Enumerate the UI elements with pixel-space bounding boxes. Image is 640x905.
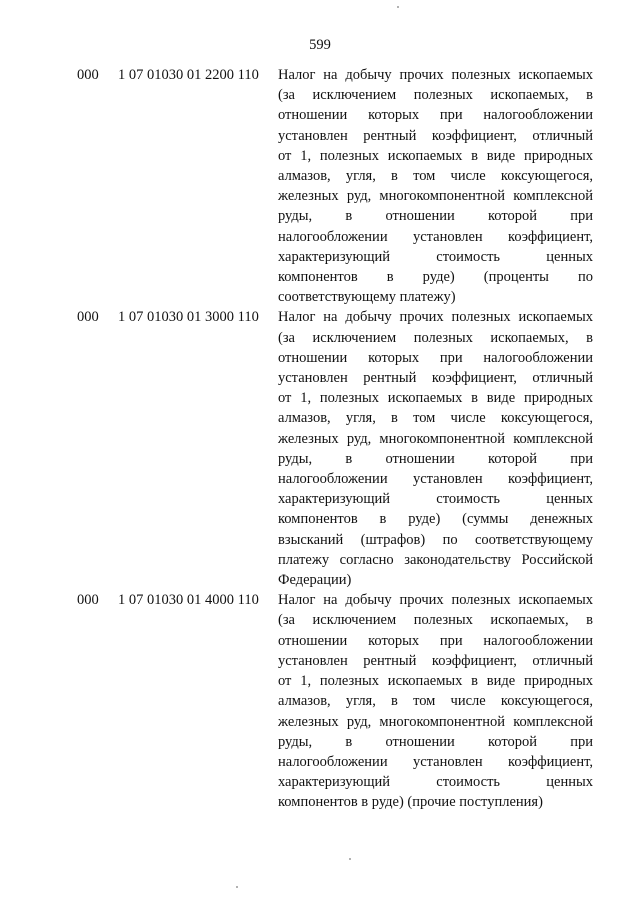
table-row	[0, 307, 640, 590]
description-line: установлен рентный коэффициент, отличный	[278, 652, 593, 669]
description-line: характеризующий стоимость ценных	[278, 774, 593, 791]
budget-classification-code: 1 07 01030 01 2200 110	[118, 67, 259, 83]
description-line: соответствующему платежу)	[278, 289, 456, 306]
description-line: установлен рентный коэффициент, отличный	[278, 127, 593, 144]
income-description	[278, 590, 593, 812]
scan-speck	[236, 886, 238, 888]
description-line: железных руд, многокомпонентной комплексной	[278, 430, 593, 447]
description-line: Налог на добычу прочих полезных ископаемых	[278, 309, 593, 326]
description-line: Налог на добычу прочих полезных ископаемых	[278, 67, 593, 83]
administrator-code: 000	[77, 67, 99, 83]
description-line: от 1, полезных ископаемых в виде природных	[278, 147, 593, 164]
description-line: алмазов, угля, в том числе коксующегося,	[278, 693, 593, 710]
description-line: налогообложении установлен коэффициент,	[278, 753, 593, 770]
income-description	[278, 307, 593, 590]
table-row	[0, 65, 640, 307]
description-line: отношении которых при налогообложении	[278, 107, 593, 124]
description-line: компонентов в руде) (суммы денежных	[278, 511, 593, 528]
description-line: платежу согласно законодательству Российской	[278, 551, 593, 568]
description-line: алмазов, угля, в том числе коксующегося,	[278, 410, 593, 427]
description-line: компонентов в руде) (проценты по	[278, 269, 593, 286]
description-line: руды, в отношении которой при	[278, 208, 593, 225]
description-line: отношении которых при налогообложении	[278, 632, 593, 649]
income-description	[278, 65, 593, 307]
administrator-code: 000	[77, 309, 99, 326]
description-line: Налог на добычу прочих полезных ископаемых	[278, 592, 593, 609]
description-line: установлен рентный коэффициент, отличный	[278, 370, 593, 387]
description-line: алмазов, угля, в том числе коксующегося,	[278, 168, 593, 185]
description-line: от 1, полезных ископаемых в виде природных	[278, 673, 593, 690]
description-line: (за исключением полезных ископаемых, в	[278, 87, 593, 104]
description-line: налогообложении установлен коэффициент,	[278, 228, 593, 245]
description-line: компонентов в руде) (прочие поступления)	[278, 794, 543, 811]
description-line: отношении которых при налогообложении	[278, 349, 593, 366]
description-line: характеризующий стоимость ценных	[278, 491, 593, 508]
budget-classification-code: 1 07 01030 01 3000 110	[118, 309, 259, 326]
page-number: 599	[309, 37, 331, 53]
description-line: (за исключением полезных ископаемых, в	[278, 329, 593, 346]
description-line: руды, в отношении которой при	[278, 733, 593, 750]
description-line: Федерации)	[278, 572, 352, 589]
description-line: от 1, полезных ископаемых в виде природных	[278, 390, 593, 407]
budget-classification-code: 1 07 01030 01 4000 110	[118, 592, 259, 609]
description-line: железных руд, многокомпонентной комплексной	[278, 713, 593, 730]
budget-classification-table	[0, 65, 640, 813]
description-line: (за исключением полезных ископаемых, в	[278, 612, 593, 629]
scan-speck	[397, 6, 399, 8]
description-line: характеризующий стоимость ценных	[278, 248, 593, 265]
table-row	[0, 590, 640, 812]
description-line: руды, в отношении которой при	[278, 450, 593, 467]
description-line: налогообложении установлен коэффициент,	[278, 471, 593, 488]
description-line: взысканий (штрафов) по соответствующему	[278, 531, 593, 548]
scan-speck	[349, 858, 351, 860]
description-line: железных руд, многокомпонентной комплексной	[278, 188, 593, 205]
administrator-code: 000	[77, 592, 99, 609]
